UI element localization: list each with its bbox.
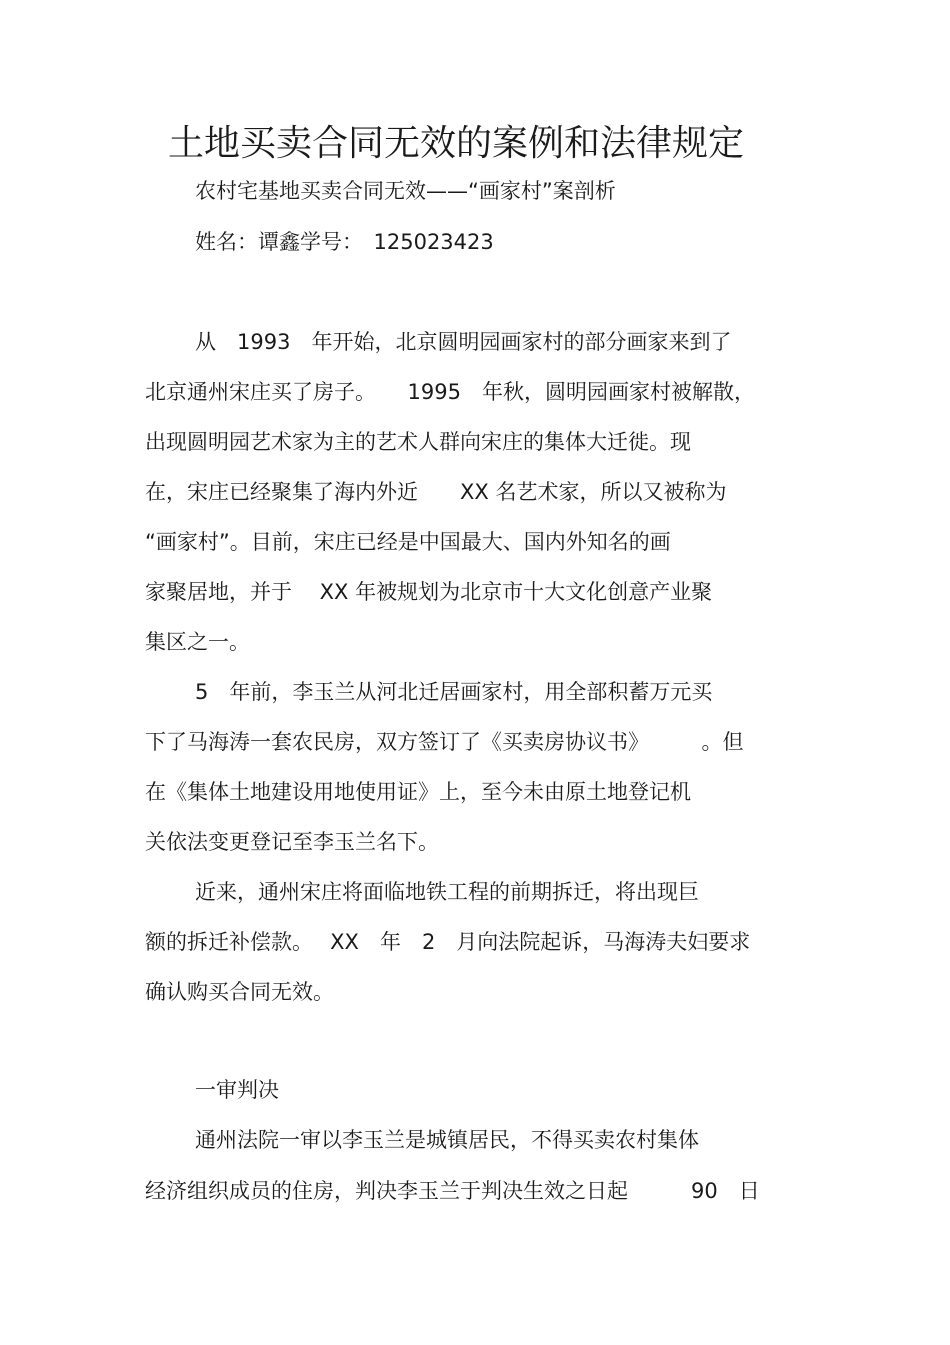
- paragraph-line: 出现圆明园艺术家为主的艺术人群向宋庄的集体大迁徙。现: [145, 430, 691, 454]
- paragraph-line: 5 年前，李玉兰从河北迁居画家村，用全部积蓄万元买: [195, 680, 713, 704]
- paragraph-line: 家聚居地，并于 XX 年被规划为北京市十大文化创意产业聚: [145, 580, 713, 604]
- paragraph-line: 集区之一。: [145, 630, 250, 654]
- paragraph-line: 从 1993 年开始，北京圆明园画家村的部分画家来到了: [195, 330, 732, 354]
- paragraph-line: 在《集体土地建设用地使用证》上，至今未由原土地登记机: [145, 780, 691, 804]
- paragraph-line: 确认购买合同无效。: [145, 980, 334, 1004]
- document-subtitle: 农村宅基地买卖合同无效——“画家村”案剖析: [195, 179, 616, 203]
- author-line: 姓名：谭鑫学号： 125023423: [195, 230, 494, 254]
- paragraph-line: 近来，通州宋庄将面临地铁工程的前期拆迁，将出现巨: [195, 880, 699, 904]
- paragraph-line: 经济组织成员的住房，判决李玉兰于判决生效之日起 90 日: [145, 1179, 760, 1203]
- paragraph-line: 下了马海涛一套农民房，双方签订了《买卖房协议书》 。但: [145, 730, 744, 754]
- paragraph-line: 在，宋庄已经聚集了海内外近 XX 名艺术家，所以又被称为: [145, 480, 727, 504]
- paragraph-line: 额的拆迁补偿款。 XX 年 2 月向法院起诉，马海涛夫妇要求: [145, 930, 751, 954]
- document-title: 土地买卖合同无效的案例和法律规定: [168, 123, 745, 164]
- section-heading: 一审判决: [195, 1078, 279, 1102]
- paragraph-line: 北京通州宋庄买了房子。 1995 年秋，圆明园画家村被解散，: [145, 380, 755, 404]
- paragraph-line: 通州法院一审以李玉兰是城镇居民，不得买卖农村集体: [195, 1128, 699, 1152]
- paragraph-line: “画家村”。目前，宋庄已经是中国最大、国内外知名的画: [145, 530, 671, 554]
- paragraph-line: 关依法变更登记至李玉兰名下。: [145, 830, 439, 854]
